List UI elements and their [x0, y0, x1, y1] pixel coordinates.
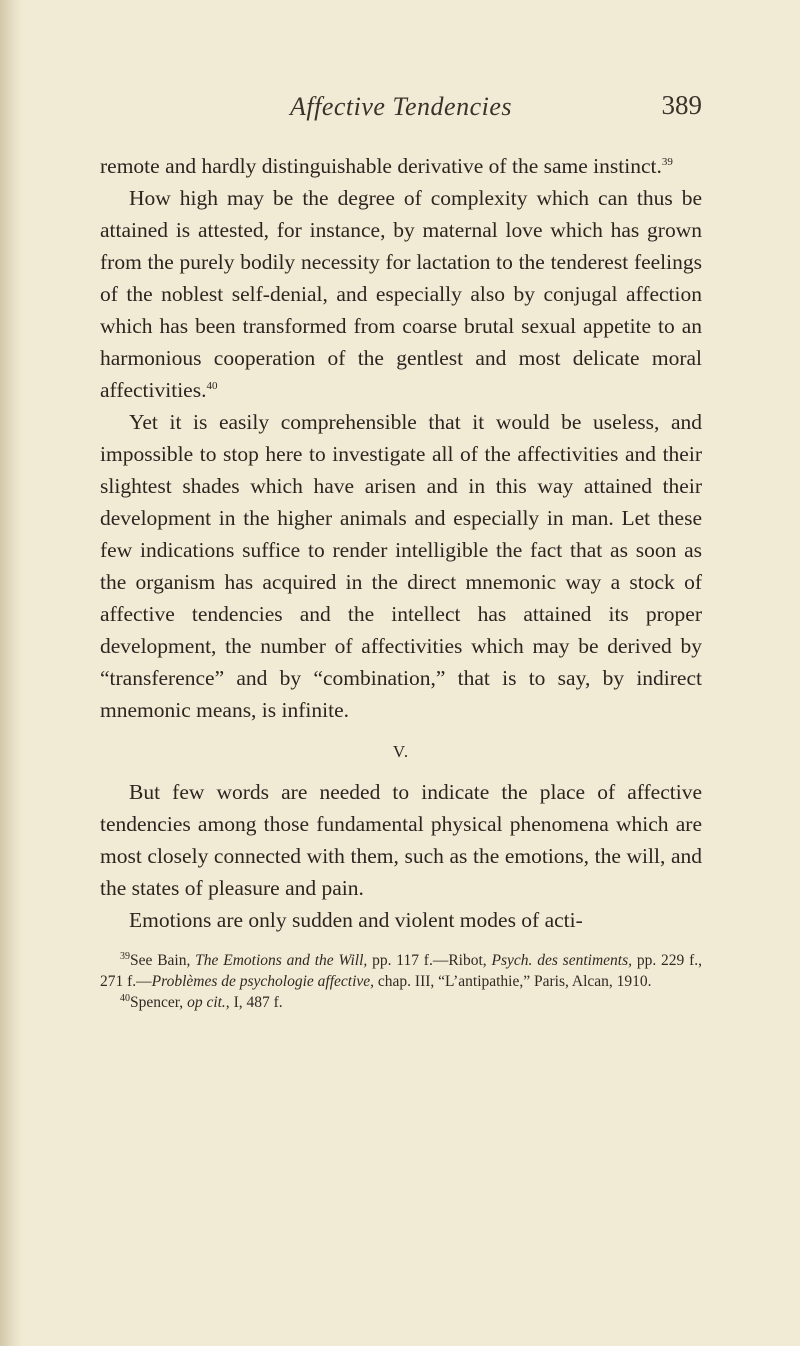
- book-page: [100, 90, 702, 1013]
- footnote-40-text-a: Spencer,: [130, 994, 188, 1011]
- footnote-ref-40: 40: [206, 379, 218, 392]
- footnote-39-text-c: pp. 117 f.—Ribot,: [367, 952, 492, 969]
- footnote-39-title-2: Psych. des sentiments,: [491, 952, 632, 969]
- page-number: 389: [661, 90, 702, 120]
- footnote-40-number: 40: [120, 992, 130, 1004]
- footnote-ref-39: 39: [661, 155, 673, 168]
- footnote-39-number: 39: [120, 950, 130, 962]
- footnote-40: [100, 992, 702, 1013]
- paragraph-1: [100, 150, 702, 182]
- paragraph-4: But few words are needed to indicate the place of affective tendencies among those fundamental physical phenomena which are most closely connected with them, such as the emotions, the will, and the states of pleasure and pain.: [100, 780, 702, 900]
- footnote-39-text-g: chap. III, “L’antipathie,” Paris, Alcan, 1910.: [374, 973, 652, 990]
- paragraph-3: Yet it is easily comprehensible that it would be useless, and impossible to stop here to investigate all of the affectivities and their slightest shades which have arisen and in this way attained their development in the higher animals and especially in man. Let these few indications suffice to render intelligible the fact that as soon as the organism has acquired in the direct mnemonic way a stock of affective tendencies and the intellect has attained its proper development, the number of affectivities which may be derived by “transference” and by “combination,” that is to say, by indirect mnemonic means, is infinite.: [100, 410, 702, 722]
- footnote-39-title-1: The Emotions and the Will,: [195, 952, 368, 969]
- paragraph-2-text: How high may be the degree of complexity which can thus be attained is attested, for instance, by maternal love which has grown from the purely bodily necessity for lactation to the tenderest feelings of the noblest self-denial, and especially also by conjugal affection which has been transformed from coarse brutal sexual appetite to an harmonious cooperation of the gentlest and most delicate moral affectivities.: [100, 186, 702, 402]
- section-heading: V.: [392, 742, 410, 761]
- paragraph-1-text: remote and hardly distinguishable derivative of the same instinct.: [100, 154, 662, 178]
- footnotes: [100, 950, 702, 1013]
- footnote-39: [100, 950, 702, 992]
- running-head: Affective Tendencies: [289, 92, 512, 121]
- paragraph-5: Emotions are only sudden and violent modes of acti-: [129, 908, 583, 932]
- page-edge-shadow: [0, 0, 22, 1346]
- paragraph-2: [100, 182, 702, 406]
- footnote-39-text-e: pp. 229 f., 271 f.—: [100, 952, 702, 990]
- body-text: [100, 150, 702, 936]
- page-header: [100, 90, 702, 138]
- footnote-39-title-3: Problèmes de psychologie affective,: [151, 973, 375, 990]
- footnote-40-title: op cit.,: [187, 994, 230, 1011]
- footnote-40-text-c: I, 487 f.: [229, 994, 283, 1011]
- footnote-39-text-a: See Bain,: [130, 952, 196, 969]
